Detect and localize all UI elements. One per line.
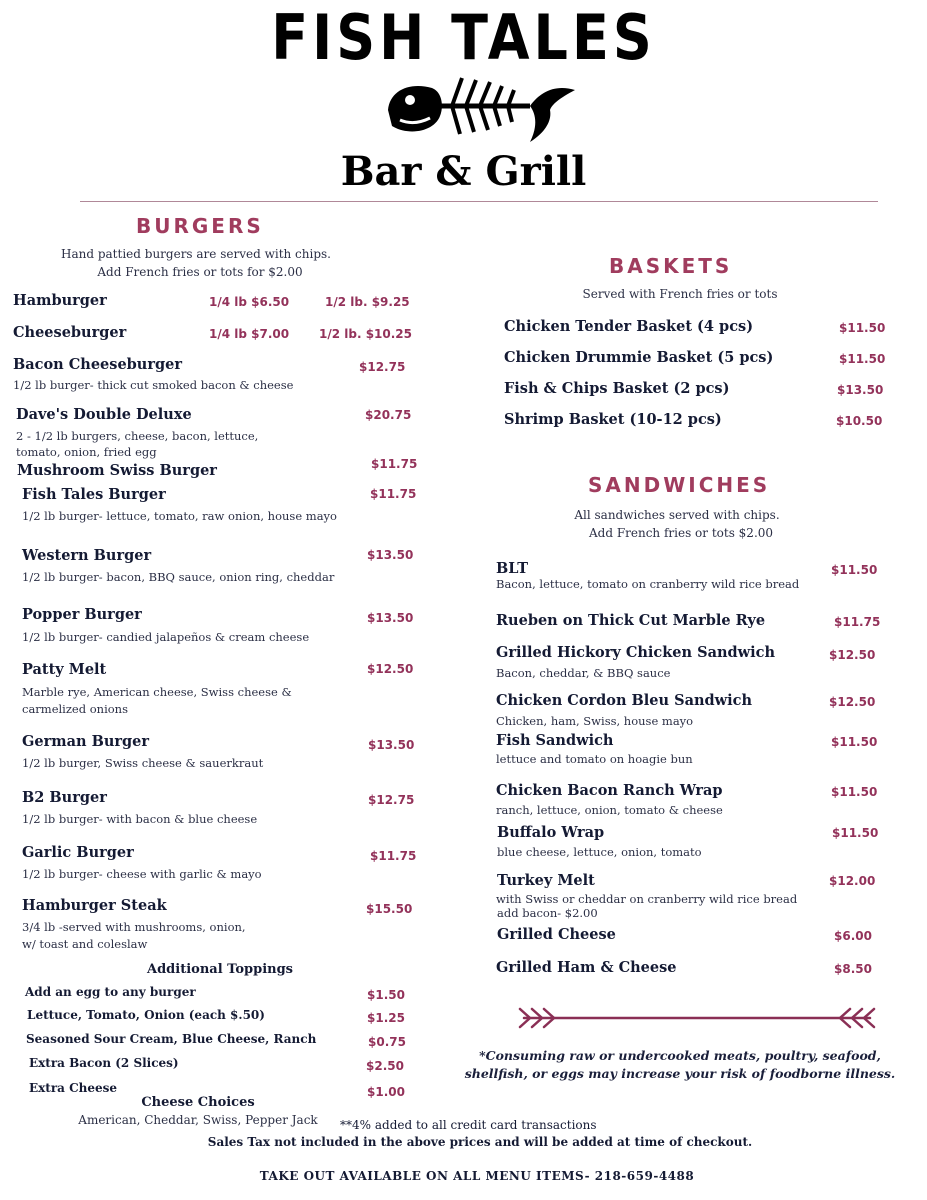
menu-item-price: 1/4 lb $7.00 [209, 327, 290, 341]
sandwich-name: Grilled Ham & Cheese [496, 959, 677, 976]
topping-name: Add an egg to any burger [25, 985, 196, 999]
sales-tax-note: Sales Tax not included in the above prices and will be added at time of checkout. [207, 1135, 753, 1149]
basket-price: $11.50 [839, 352, 886, 366]
sandwich-name: Grilled Hickory Chicken Sandwich [496, 644, 776, 661]
basket-price: $11.50 [839, 321, 886, 335]
menu-item-price: $13.50 [368, 738, 415, 752]
sandwich-price: $6.00 [834, 929, 872, 943]
menu-item-name: Hamburger Steak [22, 897, 167, 914]
sandwich-price: $11.50 [832, 826, 879, 840]
menu-item-desc: 1/2 lb burger- cheese with garlic & mayo [22, 867, 262, 881]
menu-item-name: B2 Burger [22, 789, 107, 806]
menu-item-desc: 1/2 lb burger, Swiss cheese & sauerkraut [22, 756, 264, 770]
menu-item-price: $13.50 [367, 611, 414, 625]
topping-price: $0.75 [368, 1035, 406, 1049]
sandwich-price: $11.75 [834, 615, 881, 629]
sandwich-price: $8.50 [834, 962, 872, 976]
sandwich-desc: add bacon- $2.00 [497, 906, 598, 920]
topping-name: Lettuce, Tomato, Onion (each $.50) [27, 1008, 265, 1022]
cheese-choices-list: American, Cheddar, Swiss, Pepper Jack [78, 1113, 318, 1127]
sandwich-name: Grilled Cheese [497, 926, 616, 943]
menu-item-name: Dave's Double Deluxe [16, 406, 192, 423]
burgers-note-1: Hand pattied burgers are served with chips. [61, 247, 331, 261]
sandwich-desc: Bacon, cheddar, & BBQ sauce [496, 666, 671, 680]
topping-name: Extra Cheese [29, 1081, 118, 1095]
menu-item-desc: Marble rye, American cheese, Swiss cheese & [22, 685, 292, 699]
sandwich-name: Buffalo Wrap [497, 824, 605, 841]
sandwich-name: Rueben on Thick Cut Marble Rye [496, 612, 766, 629]
basket-name: Shrimp Basket (10-12 pcs) [504, 411, 722, 428]
sandwich-name: Fish Sandwich [496, 732, 614, 749]
menu-item-name: Fish Tales Burger [22, 486, 166, 503]
sandwich-desc: ranch, lettuce, onion, tomato & cheese [496, 803, 723, 817]
menu-item-desc: 1/2 lb burger- lettuce, tomato, raw onion, house mayo [22, 509, 337, 523]
sandwich-price: $11.50 [831, 563, 878, 577]
sandwich-name: BLT [496, 560, 529, 577]
fish-skeleton-icon [380, 70, 580, 150]
menu-item-name: Popper Burger [22, 606, 142, 623]
topping-name: Seasoned Sour Cream, Blue Cheese, Ranch [26, 1032, 317, 1046]
topping-price: $1.25 [367, 1011, 405, 1025]
sandwich-price: $12.50 [829, 648, 876, 662]
sandwich-desc: Chicken, ham, Swiss, house mayo [496, 714, 694, 728]
health-warning-line-2: shellfish, or eggs may increase your risk of foodborne illness. [464, 1066, 896, 1081]
basket-name: Chicken Tender Basket (4 pcs) [504, 318, 754, 335]
menu-item-name: Cheeseburger [13, 324, 127, 341]
menu-item-price: $12.75 [368, 793, 415, 807]
basket-price: $13.50 [837, 383, 884, 397]
baskets-title: BASKETS [609, 254, 733, 278]
credit-card-note: **4% added to all credit card transactions [340, 1118, 597, 1132]
menu-item-desc: carmelized onions [22, 702, 128, 716]
sandwich-price: $12.00 [829, 874, 876, 888]
header-divider [80, 201, 878, 202]
sandwich-price: $11.50 [831, 785, 878, 799]
menu-item-desc: w/ toast and coleslaw [22, 937, 148, 951]
sandwiches-note-1: All sandwiches served with chips. [574, 508, 780, 522]
sandwich-name: Chicken Cordon Bleu Sandwich [496, 692, 753, 709]
topping-price: $2.50 [366, 1059, 404, 1073]
menu-item-desc: tomato, onion, fried egg [16, 445, 157, 459]
takeout-note: TAKE OUT AVAILABLE ON ALL MENU ITEMS- 218-659-4488 [259, 1169, 695, 1183]
basket-name: Chicken Drummie Basket (5 pcs) [504, 349, 774, 366]
logo-subtitle: Bar & Grill [340, 148, 587, 195]
cheese-choices-title: Cheese Choices [141, 1095, 255, 1110]
burgers-note-2: Add French fries or tots for $2.00 [97, 265, 303, 279]
sandwich-desc: blue cheese, lettuce, onion, tomato [497, 845, 702, 859]
topping-price: $1.00 [367, 1085, 405, 1099]
health-warning-line-1: *Consuming raw or undercooked meats, poultry, seafood, [479, 1048, 881, 1063]
sandwich-desc: lettuce and tomato on hoagie bun [496, 752, 693, 766]
sandwich-desc: with Swiss or cheddar on cranberry wild rice bread [496, 892, 798, 906]
basket-name: Fish & Chips Basket (2 pcs) [504, 380, 730, 397]
logo-title: FISH TALES [271, 1, 656, 74]
sandwich-price: $12.50 [829, 695, 876, 709]
menu-item-name: Garlic Burger [22, 844, 134, 861]
menu-item-name: Bacon Cheeseburger [13, 356, 182, 373]
menu-item-price: $12.50 [367, 662, 414, 676]
menu-item-price: $15.50 [366, 902, 413, 916]
menu-item-name: Western Burger [22, 547, 152, 564]
menu-item-price: $13.50 [367, 548, 414, 562]
menu-item-name: Patty Melt [22, 661, 107, 678]
sandwiches-note-2: Add French fries or tots $2.00 [588, 526, 774, 540]
arrow-divider-icon [516, 1005, 878, 1031]
menu-item-price: 1/4 lb $6.50 [209, 295, 290, 309]
burgers-title: BURGERS [136, 214, 264, 238]
menu-item-name: German Burger [22, 733, 150, 750]
topping-name: Extra Bacon (2 Slices) [29, 1056, 179, 1070]
menu-item-name: Hamburger [13, 292, 107, 309]
topping-price: $1.50 [367, 988, 405, 1002]
menu-item-desc: 1/2 lb burger- with bacon & blue cheese [22, 812, 258, 826]
sandwich-desc: Bacon, lettuce, tomato on cranberry wild rice bread [496, 577, 800, 591]
sandwich-name: Turkey Melt [497, 872, 595, 889]
menu-item-desc: 2 - 1/2 lb burgers, cheese, bacon, lettuce, [16, 429, 259, 443]
baskets-note: Served with French fries or tots [582, 287, 778, 301]
sandwich-price: $11.50 [831, 735, 878, 749]
menu-item-desc: 1/2 lb burger- bacon, BBQ sauce, onion ring, cheddar [22, 570, 335, 584]
menu-item-name: Mushroom Swiss Burger [17, 462, 217, 479]
menu-item-price: $11.75 [370, 849, 417, 863]
menu-item-price: $11.75 [371, 457, 418, 471]
menu-item-desc: 1/2 lb burger- thick cut smoked bacon & cheese [13, 378, 294, 392]
basket-price: $10.50 [836, 414, 883, 428]
menu-item-price: 1/2 lb. $10.25 [319, 327, 413, 341]
menu-item-price: 1/2 lb. $9.25 [325, 295, 410, 309]
menu-item-price: $11.75 [370, 487, 417, 501]
toppings-title: Additional Toppings [147, 962, 293, 977]
sandwich-name: Chicken Bacon Ranch Wrap [496, 782, 723, 799]
menu-item-desc: 3/4 lb -served with mushrooms, onion, [22, 920, 246, 934]
sandwiches-title: SANDWICHES [588, 473, 771, 497]
menu-item-price: $20.75 [365, 408, 412, 422]
menu-item-price: $12.75 [359, 360, 406, 374]
menu-item-desc: 1/2 lb burger- candied jalapeños & cream cheese [22, 630, 310, 644]
